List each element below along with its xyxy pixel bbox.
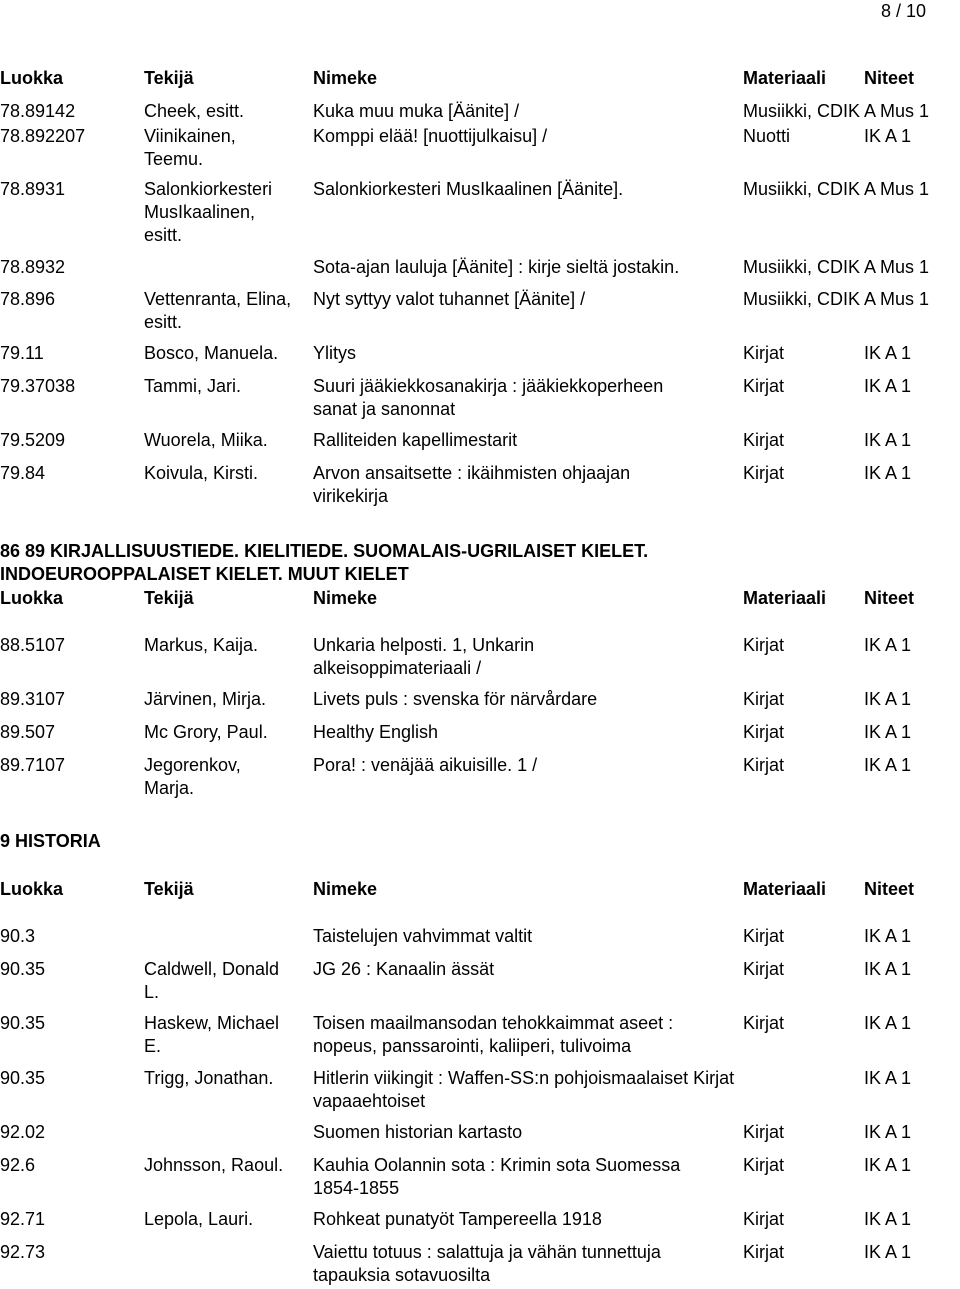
cell-nimeke: Vaiettu totuus : salattuja ja vähän tunnettuja [313, 1242, 661, 1262]
cell-niteet: IK A 1 [864, 376, 912, 396]
cell-tekija: Tammi, Jari. [144, 376, 242, 396]
header-tekija: Tekijä [144, 879, 194, 899]
cell-nimeke: alkeisoppimateriaali / [313, 658, 482, 678]
header-luokka: Luokka [0, 879, 64, 899]
cell-tekija: Caldwell, Donald [144, 959, 280, 979]
cell-materiaali-niteet: Musiikki, CDIK A Mus 1 [743, 289, 930, 309]
cell-materiaali: Kirjat [743, 959, 785, 979]
cell-materiaali: Kirjat [743, 1209, 785, 1229]
cell-niteet: IK A 1 [864, 1068, 912, 1088]
cell-tekija: Bosco, Manuela. [144, 343, 279, 363]
cell-niteet: IK A 1 [864, 1122, 912, 1142]
cell-tekija: esitt. [144, 312, 183, 332]
cell-luokka: 79.84 [0, 463, 46, 483]
cell-materiaali: Kirjat [743, 343, 785, 363]
cell-tekija: Mc Grory, Paul. [144, 722, 268, 742]
cell-niteet: IK A 1 [864, 689, 912, 709]
header-niteet: Niteet [864, 68, 915, 88]
cell-luokka: 89.3107 [0, 689, 66, 709]
cell-materiaali: Kirjat [743, 376, 785, 396]
cell-materiaali: Kirjat [743, 1013, 785, 1033]
cell-luokka: 90.35 [0, 1013, 46, 1033]
cell-tekija: esitt. [144, 225, 183, 245]
cell-luokka: 78.8932 [0, 257, 66, 277]
cell-nimeke: Ylitys [313, 343, 357, 363]
cell-materiaali: Kirjat [743, 926, 785, 946]
cell-luokka: 89.7107 [0, 755, 66, 775]
cell-nimeke: Suomen historian kartasto [313, 1122, 523, 1142]
cell-niteet: IK A 1 [864, 1242, 912, 1262]
cell-nimeke: JG 26 : Kanaalin ässät [313, 959, 495, 979]
cell-luokka: 79.5209 [0, 430, 66, 450]
cell-nimeke: Ralliteiden kapellimestarit [313, 430, 518, 450]
cell-nimeke: virikekirja [313, 486, 389, 506]
cell-materiaali: Nuotti [743, 126, 791, 146]
cell-tekija: Wuorela, Miika. [144, 430, 268, 450]
cell-nimeke: Rohkeat punatyöt Tampereella 1918 [313, 1209, 602, 1229]
header-materiaali: Materiaali [743, 68, 827, 88]
cell-nimeke: Taistelujen vahvimmat valtit [313, 926, 533, 946]
cell-materiaali: Kirjat [743, 635, 785, 655]
cell-niteet: IK A 1 [864, 1013, 912, 1033]
cell-niteet: IK A 1 [864, 1155, 912, 1175]
cell-nimeke: Salonkiorkesteri MusIkaalinen [Äänite]. [313, 179, 624, 199]
section-2-title-line1: 86 89 KIRJALLISUUSTIEDE. KIELITIEDE. SUOMALAIS-UGRILAISET KIELET. [0, 541, 649, 561]
cell-niteet: IK A 1 [864, 959, 912, 979]
cell-materiaali: Kirjat [743, 1242, 785, 1262]
cell-niteet: IK A 1 [864, 343, 912, 363]
cell-luokka: 78.896 [0, 289, 56, 309]
header-luokka: Luokka [0, 68, 64, 88]
cell-nimeke: Arvon ansaitsette : ikäihmisten ohjaajan [313, 463, 631, 483]
cell-nimeke: 1854-1855 [313, 1178, 400, 1198]
cell-luokka: 90.35 [0, 1068, 46, 1088]
cell-nimeke: Healthy English [313, 722, 439, 742]
cell-materiaali: Kirjat [743, 755, 785, 775]
cell-materiaali: Kirjat [743, 430, 785, 450]
section-2-title-line2: INDOEUROOPPALAISET KIELET. MUUT KIELET [0, 564, 409, 584]
cell-materiaali: Kirjat [743, 1122, 785, 1142]
cell-materiaali-niteet: Musiikki, CDIK A Mus 1 [743, 257, 930, 277]
cell-nimeke: tapauksia sotavuosilta [313, 1265, 491, 1285]
cell-nimeke: Toisen maailmansodan tehokkaimmat aseet : [313, 1013, 674, 1033]
cell-nimeke: Kauhia Oolannin sota : Krimin sota Suomessa [313, 1155, 681, 1175]
cell-luokka: 79.11 [0, 343, 44, 363]
header-luokka: Luokka [0, 588, 64, 608]
cell-luokka: 90.35 [0, 959, 46, 979]
cell-niteet: IK A 1 [864, 755, 912, 775]
cell-nimeke: sanat ja sanonnat [313, 399, 456, 419]
cell-tekija: Järvinen, Mirja. [144, 689, 267, 709]
cell-tekija: Salonkiorkesteri [144, 179, 273, 199]
cell-materiaali: Kirjat [743, 722, 785, 742]
cell-niteet: IK A 1 [864, 126, 912, 146]
cell-tekija: Jegorenkov, [144, 755, 241, 775]
cell-nimeke: vapaaehtoiset [313, 1091, 426, 1111]
cell-luokka: 92.02 [0, 1122, 46, 1142]
header-materiaali: Materiaali [743, 588, 827, 608]
header-tekija: Tekijä [144, 588, 194, 608]
cell-tekija: Cheek, esitt. [144, 101, 245, 121]
cell-tekija: Koivula, Kirsti. [144, 463, 259, 483]
cell-nimeke: Nyt syttyy valot tuhannet [Äänite] / [313, 289, 586, 309]
cell-luokka: 78.89142 [0, 101, 76, 121]
cell-materiaali-niteet: Musiikki, CDIK A Mus 1 [743, 101, 930, 121]
cell-luokka: 90.3 [0, 926, 36, 946]
header-tekija: Tekijä [144, 68, 194, 88]
cell-tekija: Johnsson, Raoul. [144, 1155, 284, 1175]
cell-niteet: IK A 1 [864, 926, 912, 946]
cell-materiaali: Kirjat [743, 689, 785, 709]
cell-tekija: E. [144, 1036, 162, 1056]
cell-niteet: IK A 1 [864, 722, 912, 742]
header-nimeke: Nimeke [313, 879, 378, 899]
cell-tekija: Teemu. [144, 149, 204, 169]
cell-nimeke: nopeus, panssarointi, kaliiperi, tulivoima [313, 1036, 632, 1056]
header-niteet: Niteet [864, 879, 915, 899]
header-niteet: Niteet [864, 588, 915, 608]
cell-nimeke: Unkaria helposti. 1, Unkarin [313, 635, 535, 655]
cell-tekija: MusIkaalinen, [144, 202, 256, 222]
cell-materiaali: Kirjat [743, 1155, 785, 1175]
cell-luokka: 89.507 [0, 722, 56, 742]
section-3-title: 9 HISTORIA [0, 831, 101, 851]
cell-luokka: 92.73 [0, 1242, 46, 1262]
cell-tekija: Lepola, Lauri. [144, 1209, 254, 1229]
cell-niteet: IK A 1 [864, 1209, 912, 1229]
cell-niteet: IK A 1 [864, 635, 912, 655]
cell-tekija: Viinikainen, [144, 126, 236, 146]
cell-nimeke: Komppi elää! [nuottijulkaisu] / [313, 126, 548, 146]
cell-luokka: 88.5107 [0, 635, 66, 655]
cell-materiaali: Kirjat [743, 463, 785, 483]
cell-nimeke: Pora! : venäjää aikuisille. 1 / [313, 755, 538, 775]
cell-tekija: Vettenranta, Elina, [144, 289, 292, 309]
cell-nimeke: Kuka muu muka [Äänite] / [313, 101, 520, 121]
cell-luokka: 92.71 [0, 1209, 46, 1229]
header-materiaali: Materiaali [743, 879, 827, 899]
cell-tekija: Marja. [144, 778, 195, 798]
header-nimeke: Nimeke [313, 68, 378, 88]
cell-luokka: 78.8931 [0, 179, 66, 199]
cell-luokka: 78.892207 [0, 126, 86, 146]
cell-materiaali-niteet: Musiikki, CDIK A Mus 1 [743, 179, 930, 199]
cell-nimeke: Hitlerin viikingit : Waffen-SS:n pohjoismaalaiset Kirjat [313, 1068, 735, 1088]
cell-nimeke: Sota-ajan lauluja [Äänite] : kirje sieltä jostakin. [313, 257, 680, 277]
cell-tekija: Haskew, Michael [144, 1013, 280, 1033]
cell-nimeke: Suuri jääkiekkosanakirja : jääkiekkoperheen [313, 376, 664, 396]
cell-tekija: L. [144, 982, 160, 1002]
cell-niteet: IK A 1 [864, 430, 912, 450]
cell-nimeke: Livets puls : svenska för närvårdare [313, 689, 598, 709]
cell-niteet: IK A 1 [864, 463, 912, 483]
cell-luokka: 92.6 [0, 1155, 36, 1175]
header-nimeke: Nimeke [313, 588, 378, 608]
cell-luokka: 79.37038 [0, 376, 76, 396]
page-number: 8 / 10 [880, 1, 926, 21]
cell-tekija: Markus, Kaija. [144, 635, 259, 655]
cell-tekija: Trigg, Jonathan. [144, 1068, 274, 1088]
